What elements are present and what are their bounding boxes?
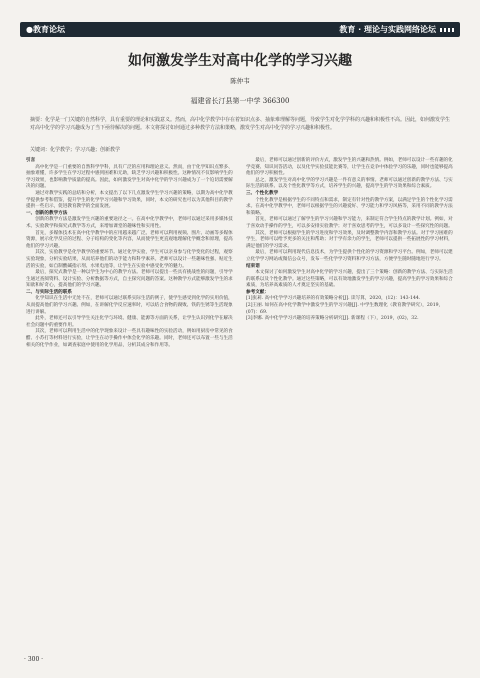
section-heading: 一、创新的教学方法 bbox=[26, 210, 68, 216]
keywords: 关键词：化学教学；学习兴趣；创新教学 bbox=[30, 147, 121, 153]
paragraph: 创新的教学方法是激发学生兴趣的重要途径之一。在高中化学教学中，老师可以通过采用多媒体技术、实验教学和探究式教学等方式，来增加课堂的趣味性和实用性。 bbox=[26, 217, 233, 229]
right-text-column bbox=[246, 158, 454, 323]
section-heading: 引言 bbox=[26, 158, 36, 163]
reference-item: [3]李娜. 高中化学学习兴趣的培养策略分析研究[J]. 新课程（下），2019，(02)，32. bbox=[246, 316, 419, 322]
paragraph: 最后，老师可以通过创新的评价方式，激发学生的兴趣和热情。例如，老师可以设计一些有趣的化学竞赛、知识问答活动，以及化学实验技能比赛等，让学生在竞争中体验学习的乐趣，同时也能够提高他们的学习积极性。 bbox=[246, 158, 453, 177]
paragraph: 其次，实验教学是化学教学的重要环节。通过化学实验，学生可以亲身参与化学变化的过程，观察实验现象，分析实验结果，从而培养他们的动手能力和科学素养。老师可以设计一些趣味性强、贴近生活的实验，如自制酸碱指示剂、水果电池等，让学生在实验中感受化学的魅力。 bbox=[26, 250, 233, 269]
journal-label bbox=[339, 24, 454, 35]
section-heading: 参考文献： bbox=[246, 289, 269, 295]
paragraph: 首先，老师可以通过了解学生的学习兴趣和学习能力，来制定符合学生特点的教学计划。例如，对于喜欢动手操作的学生，可以多安排实验教学；对于喜欢思考的学生，可以多设计一些探究性的问题。 bbox=[246, 217, 453, 229]
reference-item: [2]王丽. 如何在高中化学教学中激发学生的学习兴趣[J]. 中学生数理化（教育教学研究），2019，(07)：69. bbox=[246, 303, 444, 315]
abstract: 摘要：化学是一门关键的自然科学，具有重要的理论和实践意义。然而，高中化学教学中存在着知识点多、抽象难理解等问题，导致学生对化学学科的兴趣和积极性不高。因此，如何激发学生对高中化学的学习兴趣成为了当下亟待解决的问题。本文将探讨如何通过多种教学方法和策略，激发学生对高中化学的学习兴趣和积极性。 bbox=[30, 117, 451, 131]
left-text-column bbox=[26, 158, 234, 349]
paragraph: 通过对教学实践的总结和分析，本文提出了以下几点激发学生学习兴趣的策略，以期为高中化学教学提供参考和借鉴，提升学生的化学学习兴趣和学习效果，同时，本文的研究也可以为其他科目的教学提供一些启示，促进教育教学的全面发展。 bbox=[26, 190, 233, 210]
paragraph: 个性化教学是根据学生的不同特点和需求，制定有针对性的教学方案，以满足学生的个性化学习需求。在高中化学教学中，老师可以根据学生的兴趣爱好、学习能力和学习风格等，采用不同的教学方法和策略。 bbox=[246, 197, 453, 216]
paragraph: 首先，多媒体技术在高中化学教学中的应用越来越广泛。老师可以利用视频、图片、动画等多媒体资源，展示化学反应的过程、分子结构的变化等内容，从而使学生更直观地理解化学概念和原理，提高他们的学习兴趣。 bbox=[26, 230, 233, 249]
journal-label-text: 教育 · 理论与实践网络论坛 bbox=[339, 25, 436, 34]
author-affiliation: 福建省长汀县第一中学 366300 bbox=[190, 97, 290, 105]
article-title: 如何激发学生对高中化学的学习兴趣 bbox=[128, 53, 352, 69]
page-number: · 300 · bbox=[24, 656, 44, 663]
paragraph: 本文探讨了如何激发学生对高中化学的学习兴趣，提出了三个策略：创新的教学方法、与实际生活的联系以及个性化教学。通过这些策略，可以有效地激发学生的学习兴趣，提高学生的学习效果和综合素质，为培养高素质的人才奠定坚实的基础。 bbox=[246, 270, 453, 289]
paragraph: 此外，老师还可以引导学生关注化学与环境、健康、能源等方面的关系，让学生认识到化学在解决社会问题中的重要作用。 bbox=[26, 316, 233, 328]
paragraph: 总之，激发学生对高中化学的学习兴趣是一件有意义的事情。老师可以通过创新的教学方法、与实际生活的联系、以及个性化教学等方式，培养学生的兴趣，提高学生的学习效果和综合素质。 bbox=[246, 177, 453, 190]
paragraph: 高中化学是一门重要的自然科学学科，具有广泛的应用和理论意义。然而，由于化学知识点繁多、抽象难懂，许多学生在学习过程中感到困难和无助，缺乏学习兴趣和积极性。这种情况不仅影响学生的学习效果，也影响教学质量的提高。因此，如何激发学生对高中化学的学习兴趣成为了一个迫切需要解决的问题。 bbox=[26, 164, 233, 190]
paragraph: 最后，老师可以利用现代信息技术，为学生提供个性化的学习资源和学习平台。例如，老师可以建立化学学习网站或微信公众号，发布一些化学学习资料和学习方法，方便学生随时随地进行学习。 bbox=[246, 250, 453, 262]
paragraph: 最后，探究式教学是一种以学生为中心的教学方法。老师可以提出一些具有挑战性的问题，引导学生通过查阅资料、设计实验、分析数据等方式，自主探究问题的答案。这种教学方式能够激发学生的求知欲和好奇心，提高他们的学习兴趣。 bbox=[26, 270, 233, 289]
running-header bbox=[20, 22, 460, 37]
paragraph: 其次，老师可以根据学生的学习进度和学习效果，及时调整教学内容和教学方法。对于学习困难的学生，老师可以给予更多的关注和帮助；对于学有余力的学生，老师可以提供一些拓展性的学习材料，满足他们的学习需求。 bbox=[246, 230, 453, 249]
paragraph: 化学知识在生活中无处不在，老师可以通过联系实际生活的例子，使学生感受到化学的实用价值，从而提高他们的学习兴趣。例如，在讲解化学反应速率时，可以结合食物的腐败、铁的生锈等生活现象进行讲解。 bbox=[26, 296, 233, 315]
author-name: 陈仲韦 bbox=[230, 77, 250, 85]
paragraph: 其次，老师可以利用生活中的化学现象来设计一些具有趣味性的实验活动，例如用厨房中常见的食醋、小苏打等材料进行实验，让学生在动手操作中体会化学的乐趣。同时，老师还可以布置一些与生活相关的化学作业，如调查家庭中使用的化学用品，分析其成分和作用等。 bbox=[26, 329, 233, 348]
section-heading: 三、个性化教学 bbox=[246, 190, 279, 196]
reference-item: [1]张莉. 高中化学学习兴趣培养的有效策略分析[J]. 读写算，2020，(12)：143-144. bbox=[246, 296, 421, 302]
section-heading: 二、与实际生活的联系 bbox=[26, 289, 72, 295]
section-heading: 结束语 bbox=[246, 263, 260, 269]
header-decoration-icon bbox=[440, 28, 454, 32]
section-label: ●教育论坛 bbox=[26, 25, 65, 34]
